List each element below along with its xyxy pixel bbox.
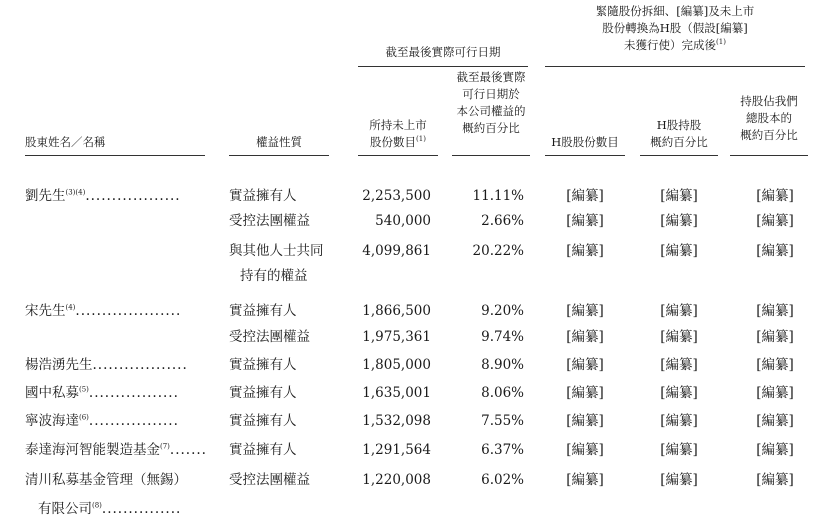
header-group-after-completion <box>545 3 805 54</box>
h-shares-pct-redacted: [編纂] <box>660 329 698 345</box>
shareholder-name: 泰達海河智能製造基金 <box>25 442 160 458</box>
h-shares-pct-redacted: [編纂] <box>660 357 698 373</box>
shareholding-percentage: 9.20% <box>481 303 524 319</box>
shareholding-percentage: 2.66% <box>481 213 524 229</box>
shareholder-name-cell <box>25 470 187 490</box>
col-header-h-pct-line2: 概約百分比 <box>650 135 708 149</box>
interest-nature: 受控法團權益 <box>229 213 310 229</box>
shareholder-name: 清川私募基金管理（無錫） <box>25 472 187 488</box>
total-share-pct-redacted: [編纂] <box>756 243 794 259</box>
header-group-right-sup: (1) <box>716 38 726 47</box>
col-header-shares-line2-wrap <box>358 134 438 151</box>
header-group-right-line1: 緊隨股份拆細、[編纂]及未上市 <box>595 4 755 18</box>
interest-nature: 實益擁有人 <box>229 385 297 401</box>
total-share-pct-redacted: [編纂] <box>756 329 794 345</box>
shareholder-name: 劉先生 <box>25 188 66 204</box>
header-group-right-rule <box>545 66 805 67</box>
header-group-right-line2: 股份轉換為H股（假設[編纂] <box>602 21 748 35</box>
leader-dots: ................. <box>88 413 179 429</box>
unlisted-shares-count: 1,975,361 <box>362 329 431 345</box>
shareholder-note-ref: (8) <box>92 501 102 510</box>
header-group-right-line3: 未獲行使）完成後 <box>624 38 717 52</box>
total-share-pct-redacted: [編纂] <box>756 472 794 488</box>
unlisted-shares-count: 1,291,564 <box>362 442 431 458</box>
col-rule-shares <box>358 155 438 156</box>
interest-nature: 受控法團權益 <box>229 472 310 488</box>
total-share-pct-redacted: [編纂] <box>756 213 794 229</box>
leader-dots: .................. <box>92 357 188 373</box>
h-shares-redacted: [編纂] <box>566 357 604 373</box>
h-shares-pct-redacted: [編纂] <box>660 188 698 204</box>
h-shares-pct-redacted: [編纂] <box>660 442 698 458</box>
leader-dots: ................. <box>88 385 179 401</box>
h-shares-redacted: [編纂] <box>566 329 604 345</box>
header-group-right-line3-wrap <box>545 37 805 54</box>
col-header-shares-line2: 股份數目 <box>370 135 417 149</box>
interest-nature: 實益擁有人 <box>229 303 297 319</box>
shareholder-note-ref: (6) <box>79 413 89 422</box>
col-header-shares-sup: (1) <box>416 135 426 144</box>
interest-nature: 實益擁有人 <box>229 357 297 373</box>
shareholder-note-ref: (7) <box>160 442 170 451</box>
unlisted-shares-count: 1,866,500 <box>362 303 431 319</box>
shareholder-name: 楊浩湧先生 <box>25 357 93 373</box>
header-group-latest-date: 截至最後實際可行日期 <box>385 45 501 59</box>
col-rule-pct <box>452 155 530 156</box>
total-share-pct-redacted: [編纂] <box>756 385 794 401</box>
h-shares-redacted: [編纂] <box>566 188 604 204</box>
h-shares-redacted: [編纂] <box>566 213 604 229</box>
col-header-nature: 權益性質 <box>256 135 302 149</box>
leader-dots: .................... <box>75 303 182 319</box>
shareholder-name-cell <box>38 499 181 519</box>
col-rule-h-pct <box>640 155 718 156</box>
shareholder-name-cell <box>25 383 179 403</box>
col-header-name: 股東姓名／名稱 <box>25 135 106 149</box>
col-header-total-pct <box>730 93 808 144</box>
unlisted-shares-count: 540,000 <box>375 213 431 229</box>
shareholder-name-cell <box>25 186 181 206</box>
h-shares-pct-redacted: [編纂] <box>660 385 698 401</box>
interest-nature: 實益擁有人 <box>229 442 297 458</box>
col-header-h-shares: H股股份數目 <box>551 135 619 149</box>
h-shares-redacted: [編纂] <box>566 472 604 488</box>
shareholder-name: 有限公司 <box>38 501 92 517</box>
shareholder-name-cell <box>25 411 179 431</box>
interest-nature: 實益擁有人 <box>229 413 297 429</box>
h-shares-redacted: [編纂] <box>566 243 604 259</box>
col-header-pct-line4: 概約百分比 <box>462 121 520 135</box>
unlisted-shares-count: 1,532,098 <box>362 413 431 429</box>
h-shares-redacted: [編纂] <box>566 442 604 458</box>
total-share-pct-redacted: [編纂] <box>756 303 794 319</box>
shareholding-percentage: 6.37% <box>481 442 524 458</box>
total-share-pct-redacted: [編纂] <box>756 188 794 204</box>
total-share-pct-redacted: [編纂] <box>756 442 794 458</box>
h-shares-pct-redacted: [編纂] <box>660 472 698 488</box>
shareholder-name: 宋先生 <box>25 303 66 319</box>
interest-nature: 實益擁有人 <box>229 188 297 204</box>
shareholding-percentage: 20.22% <box>472 243 524 259</box>
shareholder-note-ref: (4) <box>65 303 76 312</box>
unlisted-shares-count: 2,253,500 <box>362 188 431 204</box>
unlisted-shares-count: 1,635,001 <box>362 385 431 401</box>
leader-dots: .................. <box>85 188 181 204</box>
h-shares-pct-redacted: [編纂] <box>660 413 698 429</box>
h-shares-pct-redacted: [編纂] <box>660 213 698 229</box>
shareholding-percentage: 11.11% <box>472 188 524 204</box>
col-rule-h-shares <box>545 155 625 156</box>
col-header-shares-line1: 所持未上市 <box>369 118 427 132</box>
col-header-total-pct-line3: 概約百分比 <box>740 128 798 142</box>
col-header-h-pct <box>640 117 718 151</box>
col-rule-nature <box>229 155 329 156</box>
shareholder-name: 國中私募 <box>25 385 79 401</box>
unlisted-shares-count: 1,805,000 <box>362 357 431 373</box>
total-share-pct-redacted: [編纂] <box>756 413 794 429</box>
h-shares-redacted: [編纂] <box>566 413 604 429</box>
leader-dots: ....... <box>169 442 207 458</box>
header-group-left-rule <box>358 66 528 67</box>
col-rule-total-pct <box>730 155 808 156</box>
interest-nature-continued: 持有的權益 <box>240 268 308 284</box>
h-shares-pct-redacted: [編纂] <box>660 243 698 259</box>
shareholding-percentage: 7.55% <box>481 413 524 429</box>
h-shares-pct-redacted: [編纂] <box>660 303 698 319</box>
leader-dots: ............... <box>101 501 182 517</box>
col-header-total-pct-line1: 持股佔我們 <box>740 94 798 108</box>
interest-nature: 與其他人士共同 <box>229 243 324 259</box>
h-shares-redacted: [編纂] <box>566 385 604 401</box>
unlisted-shares-count: 4,099,861 <box>362 243 431 259</box>
shareholder-name-cell <box>25 440 207 460</box>
interest-nature: 受控法團權益 <box>229 329 310 345</box>
shareholder-name-cell <box>25 355 188 375</box>
shareholder-note-ref: (3)(4) <box>65 188 86 197</box>
shareholding-percentage: 8.90% <box>481 357 524 373</box>
shareholder-note-ref: (5) <box>79 385 89 394</box>
shareholder-name-cell <box>25 301 181 321</box>
col-header-pct-line2: 可行日期於 <box>462 87 520 101</box>
col-header-pct-line3: 本公司權益的 <box>456 104 526 118</box>
shareholding-percentage: 8.06% <box>481 385 524 401</box>
total-share-pct-redacted: [編纂] <box>756 357 794 373</box>
col-header-pct-line1: 截至最後實際 <box>456 70 526 84</box>
h-shares-redacted: [編纂] <box>566 303 604 319</box>
col-header-total-pct-line2: 總股本的 <box>746 111 792 125</box>
shareholder-name: 寧波海達 <box>25 413 79 429</box>
col-header-pct <box>452 69 530 137</box>
col-header-h-pct-line1: H股持股 <box>656 118 702 132</box>
shareholding-percentage: 6.02% <box>481 472 524 488</box>
shareholding-percentage: 9.74% <box>481 329 524 345</box>
col-header-shares <box>358 117 438 151</box>
unlisted-shares-count: 1,220,008 <box>362 472 431 488</box>
col-rule-name <box>25 155 205 156</box>
